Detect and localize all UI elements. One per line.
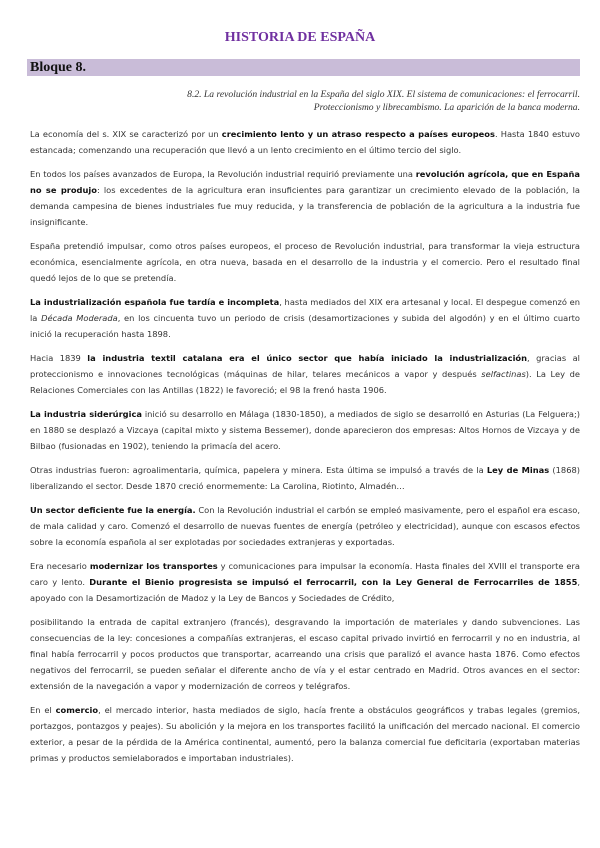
- paragraph-steel-industry: La industria siderúrgica inició su desarrollo en Málaga (1830-1850), a mediados de siglo se desarrolló en Asturias (La Felguera;) en 1880 se desplazó a Vizcaya (capital mixto y sistema Bessemer), donde aparecieron dos empresas: Altos Hornos de Vizcaya y de Bilbao (fusionadas en 1902), teniendo la primacía del acero.: [30, 409, 580, 451]
- paragraph-energy: Un sector deficiente fue la energía. Con la Revolución industrial el carbón se empleó masivamente, pero el español era escaso, de mala calidad y caro. Comenzó el desarrollo de nuevas fuentes de energía (petróleo y electricidad), aunque con escasos efectos sobre la economía española al ser explotadas por sociedades extranjeras y exportadas.: [30, 505, 580, 547]
- paragraph-transport: Era necesario modernizar los transportes y comunicaciones para impulsar la economía. Hasta finales del XVIII el transporte era caro y lento. Durante el Bienio progresista se impulsó el ferrocarril, con la Ley General de Ferrocarriles de 1855, apoyado con la Desamortización de Madoz y la Ley de Bancos y Sociedades de Crédito,: [30, 561, 580, 603]
- paragraph-commerce: En el comercio, el mercado interior, hasta mediados de siglo, hacía frente a obstáculos geográficos y trabas legales (gremios, portazgos, pontazgos y peajes). Su abolición y la mejora en los transportes facilitó la unificación del mercado nacional. El comercio exterior, a pesar de la pérdida de la América continental, aumentó, pero la balanza comercial fue deficitaria (exportaban materias primas y productos semielaborados e importaban industriales).: [30, 705, 580, 763]
- paragraph-industrial-process: España pretendió impulsar, como otros países europeos, el proceso de Revolución industrial, para transformar la vieja estructura económica, esencialmente agrícola, en otra nueva, basada en el desarrollo de la industria y el comercio. Pero el resultado final quedó lejos de lo que se pretendía.: [30, 241, 580, 283]
- paragraph-railway-consequences: posibilitando la entrada de capital extranjero (francés), desgravando la importación de materiales y dando subvenciones. Las consecuencias de la ley: concesiones a compañías extranjeras, el escaso capital privado invirtió en ferrocarril y no en industria, al final había ferrocarril y pocos productos que transportar, acarreando una crisis que paralizó el avance hasta 1876. Como efectos negativos del ferrocarril, se pueden señalar el diferente ancho de vía y el estar centrado en Madrid. Otros avances en el sector: extensión de la navegación a vapor y modernización de correos y telégrafos.: [30, 617, 580, 691]
- section-heading: Bloque 8.: [27, 59, 580, 76]
- document-body: [30, 126, 580, 774]
- paragraph-agricultural-revolution: En todos los países avanzados de Europa, la Revolución industrial requirió previamente una revolución agrícola, que en España no se produjo: los excedentes de la agricultura eran insuficientes para garantizar un crecimiento elevado de la población, la demanda campesina de bienes industriales fue muy reducida, y la transferencia de población de la agricultura a la industria fue insignificante.: [30, 169, 580, 227]
- paragraph-textile-industry: Hacia 1839 la industria textil catalana era el único sector que había iniciado la industrialización, gracias al proteccionismo e innovaciones tecnológicas (máquinas de hilar, telares mecánicos a vapor y después selfactinas). La Ley de Relaciones Comerciales con las Antillas (1822) le favoreció; el 98 la frenó hasta 1906.: [30, 353, 580, 395]
- paragraph-economy: La economía del s. XIX se caracterizó por un crecimiento lento y un atraso respecto a países europeos. Hasta 1840 estuvo estancada; comenzando una recuperación que llevó a un lento crecimiento en el último tercio del siglo.: [30, 129, 580, 155]
- paragraph-late-industrialization: La industrialización española fue tardía e incompleta, hasta mediados del XIX era artesanal y local. El despegue comenzó en la Década Moderada, en los cincuenta tuvo un periodo de crisis (desamortizaciones y subida del algodón) y en el último cuarto inició la recuperación hasta 1898.: [30, 297, 580, 339]
- subtitle-line-1: 8.2. La revolución industrial en la España del siglo XIX. El sistema de comunicaciones: el ferrocarril.: [187, 89, 580, 100]
- page-title: HISTORIA DE ESPAÑA: [224, 30, 376, 45]
- paragraph-other-industries: Otras industrias fueron: agroalimentaria, química, papelera y minera. Esta última se impulsó a través de la Ley de Minas (1868) liberalizando el sector. Desde 1870 creció enormemente: La Carolina, Riotinto, Almadén…: [30, 465, 581, 491]
- subtitle-line-2: Proteccionismo y librecambismo. La aparición de la banca moderna.: [313, 102, 580, 113]
- section-subtitle: [60, 88, 580, 114]
